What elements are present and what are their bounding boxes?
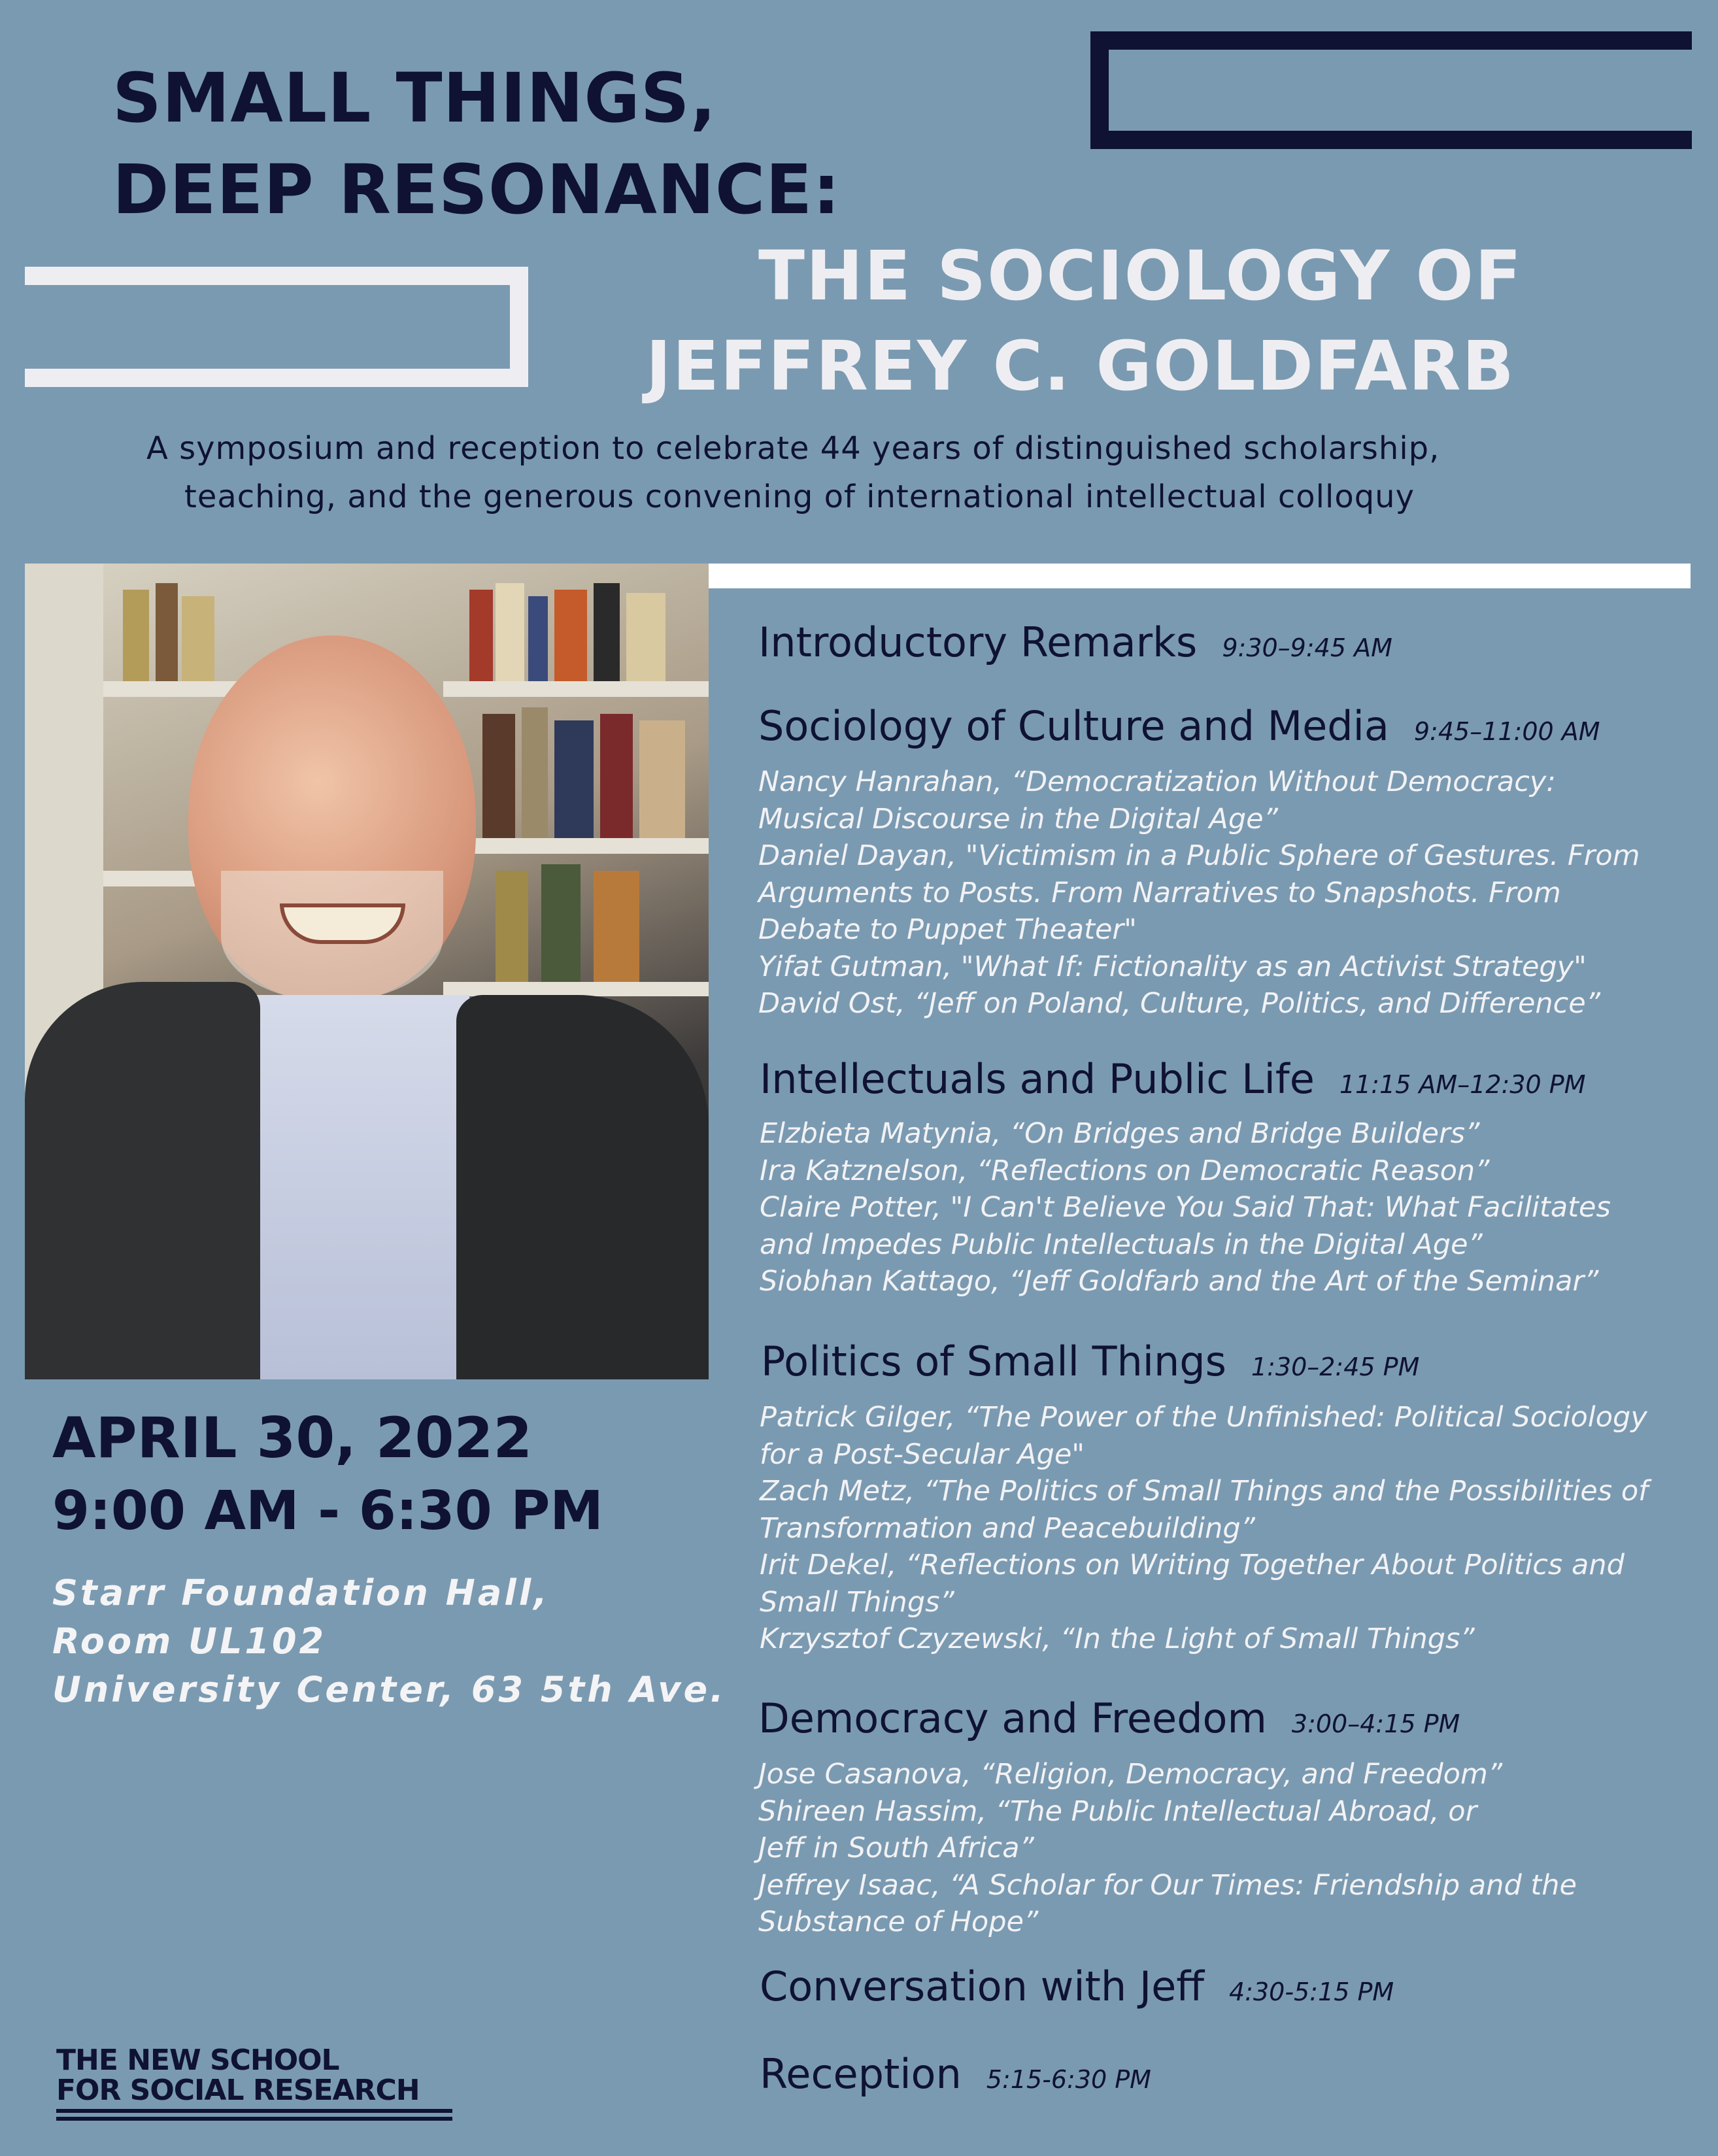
session-talks bbox=[760, 1115, 1611, 1300]
talk-line: Transformation and Peacebuilding” bbox=[760, 1511, 1255, 1545]
talk-line: Musical Discourse in the Digital Age” bbox=[758, 802, 1278, 835]
logo-line-2: FOR SOCIAL RESEARCH bbox=[56, 2074, 420, 2107]
session-talks bbox=[758, 764, 1640, 1022]
title-line-4: JEFFREY C. GOLDFARB bbox=[646, 326, 1515, 406]
talk-line: Debate to Puppet Theater" bbox=[758, 913, 1137, 946]
subtitle-line-1: A symposium and reception to celebrate 44 years of distinguished scholarship, bbox=[146, 430, 1440, 467]
talk-line: Patrick Gilger, “The Power of the Unfinished: Political Sociology bbox=[760, 1401, 1647, 1434]
session-time: 1:30–2:45 PM bbox=[1251, 1353, 1420, 1381]
talk-line: Nancy Hanrahan, “Democratization Without Democracy: bbox=[758, 766, 1556, 798]
talk-line: Substance of Hope” bbox=[758, 1906, 1039, 1938]
talk-line: Jeff in South Africa” bbox=[758, 1832, 1034, 1864]
logo-underline bbox=[56, 2109, 452, 2113]
session-title bbox=[758, 702, 1600, 750]
talk-line: Arguments to Posts. From Narratives to Snapshots. From bbox=[758, 876, 1561, 909]
event-time: 9:00 AM - 6:30 PM bbox=[52, 1480, 603, 1542]
session-title bbox=[758, 1694, 1460, 1742]
session-time: 4:30-5:15 PM bbox=[1229, 1978, 1394, 2006]
talk-line: Krzysztof Czyzewski, “In the Light of Small Things” bbox=[760, 1623, 1475, 1655]
session-talks bbox=[758, 1756, 1577, 1941]
talk-line: Ira Katznelson, “Reflections on Democratic Reason” bbox=[760, 1154, 1490, 1187]
schedule-divider-bar bbox=[709, 564, 1691, 588]
talk-line: Yifat Gutman, "What If: Fictionality as an Activist Strategy" bbox=[758, 950, 1587, 983]
session-name: Intellectuals and Public Life bbox=[760, 1055, 1315, 1103]
talk-line: for a Post-Secular Age" bbox=[760, 1438, 1085, 1471]
logo-underline bbox=[56, 2117, 452, 2121]
session-name: Reception bbox=[760, 2050, 962, 2098]
talk-line: Siobhan Kattago, “Jeff Goldfarb and the Art of the Seminar” bbox=[760, 1265, 1599, 1298]
talk-line: Small Things” bbox=[760, 1585, 954, 1619]
decorative-bracket-left bbox=[25, 267, 528, 387]
session-time: 5:15-6:30 PM bbox=[986, 2065, 1151, 2094]
institution-logo bbox=[56, 2046, 462, 2121]
venue-line-1: Starr Foundation Hall, bbox=[52, 1572, 550, 1613]
session-title bbox=[760, 1055, 1586, 1103]
talk-line: Shireen Hassim, “The Public Intellectual Abroad, or bbox=[758, 1794, 1477, 1828]
talk-line: Daniel Dayan, "Victimism in a Public Sphere of Gestures. From bbox=[758, 839, 1640, 872]
title-line-1: SMALL THINGS, bbox=[112, 58, 717, 138]
talk-line: Claire Potter, "I Can't Believe You Said That: What Facilitates bbox=[760, 1191, 1611, 1224]
decorative-bracket-top bbox=[1090, 31, 1692, 149]
session-name: Conversation with Jeff bbox=[760, 1962, 1205, 2010]
session-time: 3:00–4:15 PM bbox=[1291, 1710, 1460, 1738]
session-title bbox=[760, 1962, 1394, 2010]
talk-line: Zach Metz, “The Politics of Small Things and the Possibilities of bbox=[760, 1475, 1649, 1508]
subtitle-line-2: teaching, and the generous convening of international intellectual colloquy bbox=[184, 479, 1415, 515]
session-talks bbox=[760, 1399, 1648, 1658]
session-name: Politics of Small Things bbox=[761, 1338, 1226, 1385]
session-title bbox=[758, 618, 1392, 666]
session-time: 9:30–9:45 AM bbox=[1222, 633, 1392, 662]
venue-line-3: University Center, 63 5th Ave. bbox=[52, 1669, 726, 1710]
talk-line: Elzbieta Matynia, “On Bridges and Bridge Builders” bbox=[760, 1117, 1480, 1150]
title-line-3: THE SOCIOLOGY OF bbox=[758, 236, 1523, 316]
talk-line: Jeffrey Isaac, “A Scholar for Our Times: Friendship and the bbox=[758, 1868, 1577, 1902]
session-name: Introductory Remarks bbox=[758, 618, 1198, 666]
venue-line-2: Room UL102 bbox=[52, 1621, 327, 1662]
portrait-photo bbox=[25, 564, 709, 1379]
session-title bbox=[760, 2050, 1151, 2098]
talk-line: Irit Dekel, “Reflections on Writing Together About Politics and bbox=[760, 1549, 1625, 1581]
session-time: 9:45–11:00 AM bbox=[1413, 717, 1600, 746]
title-line-2: DEEP RESONANCE: bbox=[112, 150, 841, 229]
logo-line-1: THE NEW SCHOOL bbox=[56, 2044, 339, 2077]
talk-line: David Ost, “Jeff on Poland, Culture, Politics, and Difference” bbox=[758, 987, 1601, 1020]
session-title bbox=[761, 1338, 1420, 1385]
talk-line: Jose Casanova, “Religion, Democracy, and Freedom” bbox=[758, 1758, 1503, 1791]
session-name: Sociology of Culture and Media bbox=[758, 702, 1389, 750]
session-time: 11:15 AM–12:30 PM bbox=[1339, 1070, 1586, 1099]
session-name: Democracy and Freedom bbox=[758, 1694, 1267, 1742]
talk-line: and Impedes Public Intellectuals in the Digital Age” bbox=[760, 1228, 1483, 1261]
event-date: APRIL 30, 2022 bbox=[52, 1406, 533, 1471]
